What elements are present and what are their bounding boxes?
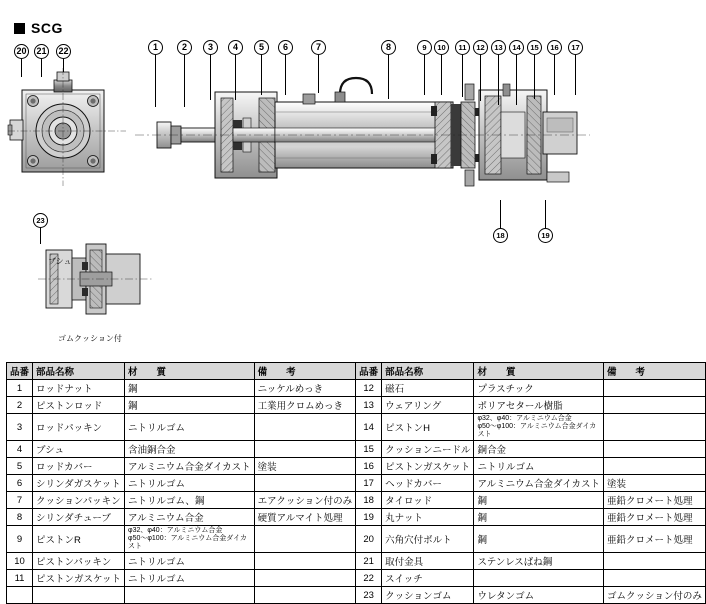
- callout-18: 18: [493, 228, 508, 243]
- leader-line-23: [40, 228, 41, 244]
- callout-20: 20: [14, 44, 29, 59]
- callout-3: 3: [203, 40, 218, 55]
- leader-line-15: [534, 55, 535, 99]
- leader-line-1: [155, 55, 156, 107]
- table-row: 7 クッションパッキン ニトリルゴム、鋼 エアクッション付のみ 18 タイロッド 鋼 亜鉛クロメート処理: [7, 492, 706, 509]
- leader-line-6: [285, 55, 286, 95]
- th-no-left: 品番: [7, 363, 33, 380]
- th-material-left: 材 質: [125, 363, 255, 380]
- leader-line-7: [318, 55, 319, 93]
- table-row: 4 ブシュ 含油銅合金 15 クッションニードル 銅合金: [7, 441, 706, 458]
- callout-5: 5: [254, 40, 269, 55]
- leader-line-3: [210, 55, 211, 100]
- th-material-right: 材 質: [474, 363, 604, 380]
- callout-14: 14: [509, 40, 524, 55]
- end-view-drawing: [8, 62, 128, 192]
- callout-7: 7: [311, 40, 326, 55]
- leader-line-12: [480, 55, 481, 101]
- table-row: 5 ロッドカバー アルミニウム合金ダイカスト 塗装 16 ピストンガスケット ニトリルゴム: [7, 458, 706, 475]
- table-row: 23 クッションゴム ウレタンゴム ゴムクッション付のみ: [7, 587, 706, 604]
- callout-10: 10: [434, 40, 449, 55]
- th-remarks-left: 備 考: [254, 363, 356, 380]
- leader-line-5: [261, 55, 262, 95]
- callout-23: 23: [33, 213, 48, 228]
- callout-21: 21: [34, 44, 49, 59]
- square-bullet-icon: [14, 23, 25, 34]
- leader-line-9: [424, 55, 425, 95]
- title-text: SCG: [31, 20, 63, 36]
- callout-12: 12: [473, 40, 488, 55]
- callout-8: 8: [381, 40, 396, 55]
- callout-19: 19: [538, 228, 553, 243]
- leader-line-8: [388, 55, 389, 99]
- leader-line-20: [21, 59, 22, 77]
- page-title: [14, 20, 63, 36]
- table-row: 1 ロッドナット 鋼 ニッケルめっき 12 磁石 プラスチック: [7, 380, 706, 397]
- leader-line-2: [184, 55, 185, 107]
- th-no-right: 品番: [356, 363, 382, 380]
- callout-1: 1: [148, 40, 163, 55]
- bush-label: ブシュ: [48, 257, 72, 266]
- table-row: 11 ピストンガスケット ニトリルゴム 22 スイッチ: [7, 570, 706, 587]
- callout-22: 22: [56, 44, 71, 59]
- rubber-cushion-detail-drawing: [38, 232, 153, 327]
- leader-line-17: [575, 55, 576, 95]
- table-body: [7, 380, 706, 604]
- leader-line-11: [462, 55, 463, 97]
- callout-2: 2: [177, 40, 192, 55]
- table-row: 2 ピストンロッド 鋼 工業用クロムめっき 13 ウェアリング ポリアセタール樹脂: [7, 397, 706, 414]
- leader-line-18: [500, 200, 501, 228]
- leader-line-4: [235, 55, 236, 100]
- callout-6: 6: [278, 40, 293, 55]
- callout-15: 15: [527, 40, 542, 55]
- callout-4: 4: [228, 40, 243, 55]
- leader-line-19: [545, 200, 546, 228]
- table-row: 3 ロッドパッキン ニトリルゴム 14 ピストンH φ32、φ40：アルミニウム合金 φ50～φ100：アルミニウム合金ダイカスト: [7, 414, 706, 441]
- leader-line-10: [441, 55, 442, 95]
- parts-table: [6, 362, 706, 604]
- leader-line-21: [41, 59, 42, 77]
- th-name-left: 部品名称: [33, 363, 125, 380]
- main-section-drawing: [135, 60, 590, 210]
- cushion-caption: ゴムクッション付: [58, 334, 122, 343]
- th-name-right: 部品名称: [382, 363, 474, 380]
- table-header-row: [7, 363, 706, 380]
- leader-line-13: [498, 55, 499, 105]
- callout-13: 13: [491, 40, 506, 55]
- table-row: 6 シリンダガスケット ニトリルゴム 17 ヘッドカバー アルミニウム合金ダイカスト 塗装: [7, 475, 706, 492]
- table-row: 10 ピストンパッキン ニトリルゴム 21 取付金具 ステンレスばね鋼: [7, 553, 706, 570]
- table-row: 8 シリンダチューブ アルミニウム合金 硬質アルマイト処理 19 丸ナット 鋼 亜鉛クロメート処理: [7, 509, 706, 526]
- leader-line-16: [554, 55, 555, 95]
- table-row: 9 ピストンR φ32、φ40：アルミニウム合金 φ50～φ100：アルミニウム合金ダイカスト 20 六角穴付ボルト 鋼 亜鉛クロメート処理: [7, 526, 706, 553]
- callout-17: 17: [568, 40, 583, 55]
- leader-line-14: [516, 55, 517, 105]
- callout-9: 9: [417, 40, 432, 55]
- leader-line-22: [63, 59, 64, 72]
- th-remarks-right: 備 考: [604, 363, 706, 380]
- callout-16: 16: [547, 40, 562, 55]
- callout-11: 11: [455, 40, 470, 55]
